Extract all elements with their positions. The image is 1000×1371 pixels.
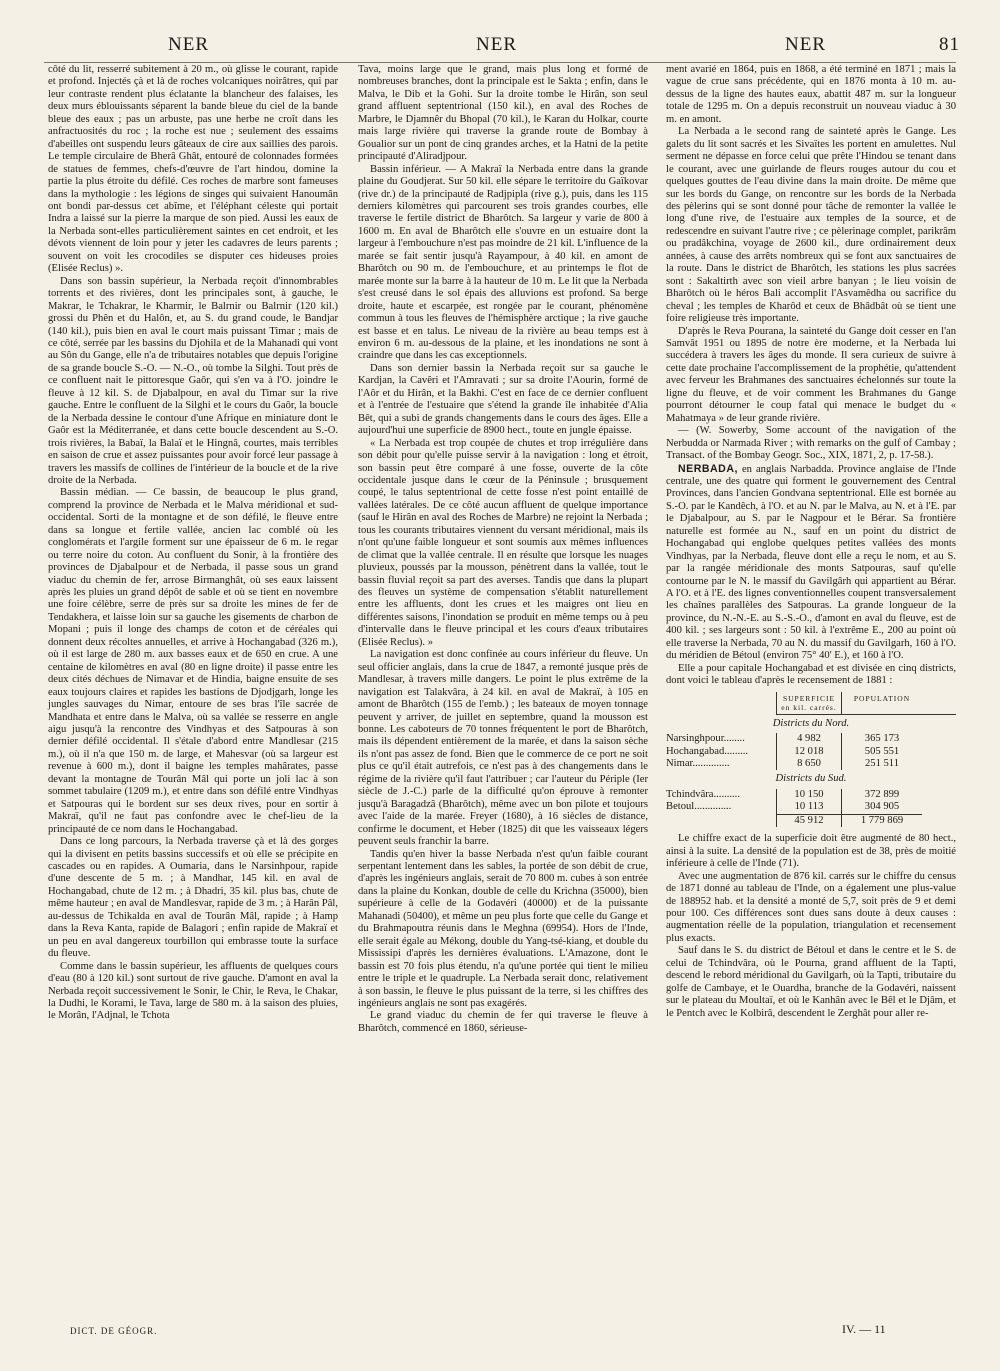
paragraph: Bassin médian. — Ce bassin, de beaucoup le plus grand, comprend la province de Nerbada et le Malva méridional et sud-occidental. Sorti de la montagne et de son défilé, le fleuve entre dans sa longue et fertile vallée, ancien lac comblé où les conglomérats et l'argile forment sur une épaisseur de 6 m. le regar ou terre noire du coton. Au confluent du Sonir, à la frontière des provinces de Djabalpour et de Nerbada, il passe sous un grand viaduc du chemin de fer, arrose Birmanghât, où ses eaux laissent après les pluies un grand dépôt de sable et où se tient en novembre une foire célèbre, serre de près sur sa droite les mines de fer de Tendakhera, et laisse loin sur sa gauche les gisements de charbon de Mopani ; puis il longe des champs de coton et de céréales qui donnent deux récoltes annuelles, et arrive à Hochangabad (326 m.), où il est large de 280 m. aux basses eaux et de 650 en crue. A une centaine de kilomètres en aval (80 en ligne droite) il passe entre les deux cités déchues de Nimavar et de Hindia, baigne ensuite de ses eaux toujours claires et rapides les bastions de Djodjgarh, longe les jungles sauvages du Nimar, entoure de ses bras l'île sacrée de Mandhata et entre dans le Malva, où sa vallée se resserre en angle aigu jusqu'à la rencontre des Vindhyas et des Satpouras à son dernier défilé occidental. Il s'étale d'abord entre Mandlesar (215 m.), où il n'a que 150 m. de large, et Mahesvar (où sa largeur est revenue à 600 m.), dont il baigne les temples mahârates, passe devant la montagne de Tourân Mâl qui porte un joli lac à son sommet tabulaire (1209 m.), et entre dans son défilé entre Vindhyas et Satpouras qui le bordent sur ses deux rives, pour en sortir à Makraï, qu'il ne faut pas confondre avec le chef-lieu de la principauté de ce nom dans le Hochangabad.: [48, 487, 338, 835]
header-rule: [44, 62, 956, 63]
running-head-left: NER: [168, 34, 209, 55]
district-name: Hochangabad.........: [666, 745, 749, 757]
paragraph: Elle a pour capitale Hochangabad et est divisée en cinq districts, dont voici le tableau d'après le recensement de 1881 :: [666, 662, 956, 687]
district-population: 372 899: [864, 788, 900, 800]
paragraph: Le grand viaduc du chemin de fer qui traverse le fleuve à Bharôtch, commencé en 1860, sérieuse-: [358, 1010, 648, 1034]
column-right: [666, 64, 956, 1020]
paragraph: Bassin inférieur. — A Makraï la Nerbada entre dans la grande plaine du Goudjerat. Sur 50 kil. elle sépare le territoire du Gaïkovar (rive dr.) de la principauté de Radjpipla (rive g.), puis, dans les 115 derniers kilomètres qui parcourent ses trois grandes courbes, elle traverse le fertile district de Bharôtch. Sa largeur y varie de 800 à 1600 m. En aval de Bharôtch elle s'ouvre en un estuaire dont la largeur à l'embouchure n'est pas moindre de 21 kil. L'influence de la marée se fait sentir jusqu'à Rayampour, à 40 kil. en amont de Bharôtch ou 90 m. de l'embouchure, et au printemps le flot de marée monte sur la barre à la hauteur de 10 m. Le lit que la Nerbada s'est creusé dans le sol épais des alluvions est profond. Sa berge droite, haute et escarpée, est rongée par le courant, phénomène commun à tous les fleuves de l'hémisphère arctique ; la rive gauche est basse et en talus. Le niveau de la rivière au beau temps est à environ 6 m. au-dessous de la plaine, et les inondations ne sont à craindre que dans les cas exceptionnels.: [358, 163, 648, 362]
district-area: 4 982: [776, 733, 842, 745]
district-name: Tchindvâra..........: [666, 788, 740, 800]
footer-signature: DICT. DE GÉOGR.: [70, 1326, 158, 1336]
district-area: 8 650: [776, 758, 842, 770]
table-row: [666, 758, 956, 770]
population-table: [666, 692, 956, 828]
paragraph: Dans son dernier bassin la Nerbada reçoit sur sa gauche le Kardjan, la Cavêri et l'Amravati ; sur sa droite l'Aourin, formé de l'Aôr et du Hirân, et la Bakhi. C'est en face de ce dernier confluent et à l'entrée de l'estuaire que s'étend la grande île inhabitée d'Alia Bêt, qui a subi de grands changements dans le cours des âges. Elle a aujourd'hui une superficie de 8900 hect., toute en jungle épaisse.: [358, 362, 648, 437]
paragraph: Tava, moins large que le grand, mais plus long et formé de nombreuses branches, dont la principale est le Sakta ; enfin, dans le Malva, le Dib et la Gohi. Sur la droite tombe le Hirân, son seul grand affluent septentrional (150 kil.), en aval des Roches de Marbre, le Djamnêr du Bhopal (70 kil.), le Karan du Holkar, courte mais large rivière qui traverse la grande route de Bombay à Goualior sur un pont de cinq grandes arches, et la Hatni de la petite principauté d'Aliradjpour.: [358, 64, 648, 163]
entry-headword: NERBADA,: [678, 462, 738, 475]
paragraph: ment avarié en 1864, puis en 1868, a été terminé en 1871 ; mais la vague de crue sans précédente, qui en 1876 monta à 10 m. au-dessus de la ligne des hautes eaux, abattit 487 m. sur la longueur totale de 1295 m. On a depuis reconstruit un nouveau viaduc à 30 m. en amont.: [666, 64, 956, 125]
area-column-header: SUPERFICIE en kil. carrés.: [776, 692, 842, 714]
paragraph: D'après le Reva Pourana, la sainteté du Gange doit cesser en l'an Samvât 1951 ou 1895 de notre ère moderne, et la Nerbada lui succédera à travers les âges du monde. Il sera curieux de suivre à cette date prochaine l'accomplissement de la prophétie, qu'attendent avec ferveur les Brahmanes des sanctuaires échelonnés sur toute la ligne du fleuve, et de voir comment les Brahmanes du Gange pourront détourner le coup fatal qui menace le budget du « Mahatmaya » de leur grande rivière.: [666, 325, 956, 424]
population-column-header: POPULATION: [853, 693, 911, 703]
nerbada-entry: [666, 463, 956, 663]
running-head: [40, 34, 960, 60]
district-population: 251 511: [864, 758, 900, 770]
column-left: [48, 64, 338, 1023]
paragraph: La Nerbada a le second rang de sainteté après le Gange. Les galets du lit sont sacrés et les Sivaïtes les portent en amulettes. Nul serment ne dépasse en force celui que prête l'Hindou se tenant dans le courant, avec une guirlande de fleurs rouges autour du cou et quelques gouttes de l'eau divine dans la main droite. De même que sur les bords du Gange, on rencontre sur les bords de la Nerbada des pèlerins qui se sont donné pour tâche de remonter la vallée le long d'une rive, de l'estuaire aux temples de la source, et de redescendre en suivant l'autre rive ; ce pèlerinage complet, parikrâm ou pradâkchina, voyage de 2600 kil., dure ordinairement deux années, à cause des arrêts nombreux qui se font aux sanctuaires de la route. Dans le district de Bharôtch, les stations les plus sacrées sont : Sakaltirth avec son vieil arbre banyan ; le lieu voisin de Bharôtch où le héros Bali accomplit l'Asvamêdha ou sacrifice du cheval ; les temples de Kharôd et ceux de Bhâdbât où se tient une foire religieuse très importante.: [666, 126, 956, 325]
paragraph: — (W. Sowerby, Some account of the navigation of the Nerbudda or Narmada River ; with remarks on the gulf of Cambay ; Transact. of the Bombay Geogr. Soc., XIX, 1871, 2, p. 17-58.).: [666, 425, 956, 462]
district-name: Nimar..............: [666, 758, 730, 770]
district-area: 10 150: [776, 789, 842, 801]
paragraph: côté du lit, resserré subitement à 20 m., où glisse le courant, rapide et profond. Injectés çà et là de roches volcaniques noirâtres, qui par leur contraste rendent plus éclatante la blancheur des falaises, les deux murs éblouissants séparent la bande bleue du ciel de la bande bleue des eaux ; pas un arbuste, pas une herbe ne croît dans les anfractuosités du roc ; la roche est nue ; seulement des essaims d'abeilles ont suspendu leurs gâteaux de cire aux saillies des parois. Le temple circulaire de Bherâ Ghât, entouré de colonnades formées de statues de femmes, chefs-d'œuvre de l'art hindou, domine la partie la plus étroite du défilé. Ces roches de marbre sont fameuses dans la mythologie : les légions de singes qui suivaient Hanoumân ont bondi par-dessus cet abîme, et l'éléphant céleste qui portait Indra a laissé sur la pierre la marque de son pied. Aussi les eaux de la Nerbada sont-elles particulièrement saintes en cet endroit, et les dévots viennent de loin pour y jeter les cadavres de leurs parents ; souvent on voit les crocodiles se disputer ces hideuses proies (Elisée Reclus) ».: [48, 64, 338, 275]
district-area: 10 113: [776, 801, 842, 813]
paragraph: Avec une augmentation de 876 kil. carrés sur le chiffre du census de 1871 donné au tableau de l'Inde, on a également une plus-value de 188952 hab. et la densité a monté de 5,7, soit près de 9 et demi pour 100. Ces différences sont dues sans doute à deux causes : augmentation réelle de la population, triangulation et recensement plus exacts.: [666, 870, 956, 944]
district-area: 12 018: [776, 746, 842, 758]
district-name: Narsinghpour........: [666, 733, 745, 745]
table-row: [666, 746, 956, 758]
column-middle: [358, 64, 648, 1035]
district-population: 304 905: [864, 801, 900, 813]
total-population: 1 779 869: [842, 814, 922, 827]
total-area: 45 912: [776, 814, 842, 827]
north-districts-heading: Districts du Nord.: [772, 717, 850, 729]
paragraph: Tandis qu'en hiver la basse Nerbada n'est qu'un faible courant serpentant lentement dans les sables, la portée de son débit de crue, d'après les ingénieurs anglais, serait de 70 800 m. cubes à son entrée dans la plaine du Konkan, double de celle du Krichna (35000), bien supérieure à celle de la Godavéri (40000) et de la puissante Mahanadi (50400), et même un peu plus forte que celle du Gange et du Brahmapoutra réunis dans le Meghna (69954). Hors de l'Inde, elle serait égale au Mékong, double du Yang-tsé-kiang, et double du Mississipi d'après les dernières évaluations. L'Amazone, dont le bassin est 70 fois plus étendu, n'a qu'une portée qui tient le milieu entre le triple et le quadruple. La Nerbada serait donc, relativement à son bassin, le fleuve le plus puissant de la terre, si les chiffres des ingénieurs anglais ne sont pas exagérés.: [358, 848, 648, 1009]
table-total-row: [666, 814, 956, 827]
paragraph: « La Nerbada est trop coupée de chutes et trop irrégulière dans son débit pour qu'elle puisse servir à la navigation : long et étroit, son bassin peut être comparé à une fosse, ouverte de la côte occidentale jusque dans le cœur de la Péninsule ; brusquement coupé, le talus septentrional de cette fosse n'est point entaillé de vallées latérales. De ce côté aucun affluent de quelque importance (sauf le Hirân en aval des Roches de Marbre) ne rejoint la Nerbada ; tous les courants tributaires viennent du versant méridional, mais ils n'ont qu'une faible longueur et sont soumis aux mêmes influences de climat que la vallée centrale. Il en résulte que lorsque les nuages pluvieux, poussés par la mousson, pénètrent dans la vallée, tout le bassin fluvial reçoit sa part des averses. Tandis que dans la plupart des fleuves un système de compensation s'établit naturellement entre les affluents, dont les crues et les maigres ont lieu en différentes saisons, l'inondation se produit en même temps ou à peu d'intervalle dans le fleuve principal et les cours d'eaux tributaires (Elisée Reclus). »: [358, 437, 648, 648]
district-population: 365 173: [864, 733, 900, 745]
paragraph: La navigation est donc confinée au cours inférieur du fleuve. Un seul officier anglais, dans la crue de 1847, a remonté jusque près de Mandlesar, à travers mille dangers. Le point le plus extrême de la navigation est Talakvâra, à 24 kil. en aval de Makraï, à 105 en amont de Bharôtch (155 de l'emb.) ; les bateaux de moyen tonnage peuvent y arriver, de juillet en septembre, quand la mousson est bonne. Les caboteurs de 70 tonnes fréquentent le port de Bharôtch, mais ils dépendent entièrement de la marée, et dans la saison sèche ils n'ont pas assez de fond. Bien que le commerce de ce port ne soit plus ce qu'il était autrefois, ce n'est pas à des changements dans le régime de la rivière qu'il faut l'attribuer ; car l'auteur du Périple (Ier siècle de J.-C.) parle de la difficulté qu'on éprouve à remonter jusqu'à Baragadzâ (Bharôtch), même avec un bon pilote et toujours avec l'aide de la marée. Freyer (1680), à 16 siècles de distance, confirme le document, et Heber (1825) dit que les vaisseaux légers peuvent seuls franchir la barre.: [358, 649, 648, 848]
page-number: 81: [939, 34, 960, 55]
table-header: [776, 692, 956, 715]
south-districts-heading: Districts du Sud.: [775, 773, 847, 785]
paragraph: Dans son bassin supérieur, la Nerbada reçoit d'innombrables torrents et des rivières, dont les principales sont, à gauche, le Makrar, le Tchakrar, le Kharmir, le Balrnir ou Balrnir (120 kil.) grossi du Phên et du Halôn, et, au S. du grand coude, le Bandjar (140 kil.), puis bien en aval le court mais puissant Timar ; mais de ce côté, serrée par les bassins du Djohila et de la Mahanadi qui vont au Sôn du Gange, elle n'a de tributaires notables que depuis l'origine de sa grande boucle S.-O. — N.-O., où tombe la Silghi. Tout près de ce confluent nait le pittoresque Gaôr, qui s'en va à l'O. joindre le fleuve à 12 kil. S. de Djabalpour, en aval du Timar sur la rive gauche. Entre le confluent de la Silghi et le cours du Gaôr, la boucle de la Nerbada dessine le contour d'une Afrique en miniature dont le Gaôr est la Méditerranée, et dans cette boucle descendent au S.-O. trois rivières, la Babaï, la Balaï et le Hingnâ, courtes, mais terribles en saison de crue et assez puissantes pour avoir forcé leur passage à travers les massifs de collines de l'intérieur de la boucle et de la rive droite de la Nerbada.: [48, 275, 338, 486]
paragraph: Sauf dans le S. du district de Bétoul et dans le centre et le S. de celui de Tchindvâra, où le Pourna, grand affluent de la Tapti, descend le rebord méridional du Gavilgarh, où la Tapti, tributaire du golfe de Cambaye, et le Ouardha, branche de la Godavéri, naissent sur le plateau du Moultaï, et où le Kanhân avec le Bêl et le Djâm, et le Pentch avec le Kolbirâ, descendent le Zerghât pour aller re-: [666, 945, 956, 1019]
district-name: Betoul..............: [666, 801, 732, 813]
paragraph: Le chiffre exact de la superficie doit être augmenté de 80 hect., ainsi à la suite. La densité de la population est de 38, près de moitié inférieure à celle de l'Inde (71).: [666, 833, 956, 870]
district-population: 505 551: [864, 745, 900, 757]
paragraph: Dans ce long parcours, la Nerbada traverse çà et là des gorges qui la divisent en petits bassins successifs et où elle se précipite en cascades ou en rapides. A Oumaria, dans le Narsinhpour, rapide d'une descente de 5 m. ; à Mandhar, 145 kil. en aval de Hochangabad, chute de 12 m. ; à Dhadri, 35 kil. plus bas, chute de même hauteur ; en aval de Mandlesvar, rapide de 3 m. ; à Harân Pâl, au-dessus de Tchikalda en aval de Tourân Mâl, rapide ; à Hamp dans la Reva Kanta, rapide de Balagori ; enfin rapide de Makraï et un peu en aval dangereux tourbillon qui embrasse toute la surface du fleuve.: [48, 836, 338, 960]
paragraph: Comme dans le bassin supérieur, les affluents de quelques cours d'eau (80 à 120 kil.) sont surtout de rive gauche. D'amont en aval la Nerbada reçoit successivement le Sonir, le Chir, le Reva, le Chakar, la Dudhi, le Korami, le Tava, large de 580 m. à la saison des pluies, le Morân, l'Adjnal, le Tchota: [48, 960, 338, 1022]
entry-body: en anglais Narbadda. Province anglaise de l'Inde centrale, une des quatre qui forment le gouvernement des Central Provinces, dans l'ancien Gondvana septentrional. Elle est bornée au S.-O. par le Kandêch, à l'O. et au N. par le Malva, au N. et à l'E. par le Djabalpour, au S. par le Nagpour et le Bérar. Sa frontière naturelle est formée au N., sauf en un point du district de Hochangabad qui englobe quelques petites vallées des monts Vindhyas, par la Nerbada, fleuve dont elle a reçu le nom, et au S. par la rangée méridionale des monts Satpouras, sauf qu'elle contourne par le N. le massif du Gavilgârh qui appartient au Bérar. A l'O. et à l'E. des lignes conventionnelles coupent transversalement les chaînes parallèles des Satpouras. La grande longueur de la province, du N.-N.-E. au S.-S.-O., d'amont en aval du fleuve, est de 400 kil. ; ses largeurs sont : 50 kil. à l'extrême E., 200 au point où elle traverse la Nerbada, 70 au N. du massif du Gavilgarh, 160 à l'O. du méridien de Bétoul (environ 75° 40' E.), et 160 à l'O.: [666, 463, 956, 662]
running-head-center: NER: [476, 34, 517, 55]
footer-volume: IV. — 11: [842, 1322, 886, 1336]
running-head-right: NER: [785, 34, 826, 55]
table-row: [666, 789, 956, 801]
table-row: [666, 801, 956, 813]
table-row: [666, 733, 956, 745]
